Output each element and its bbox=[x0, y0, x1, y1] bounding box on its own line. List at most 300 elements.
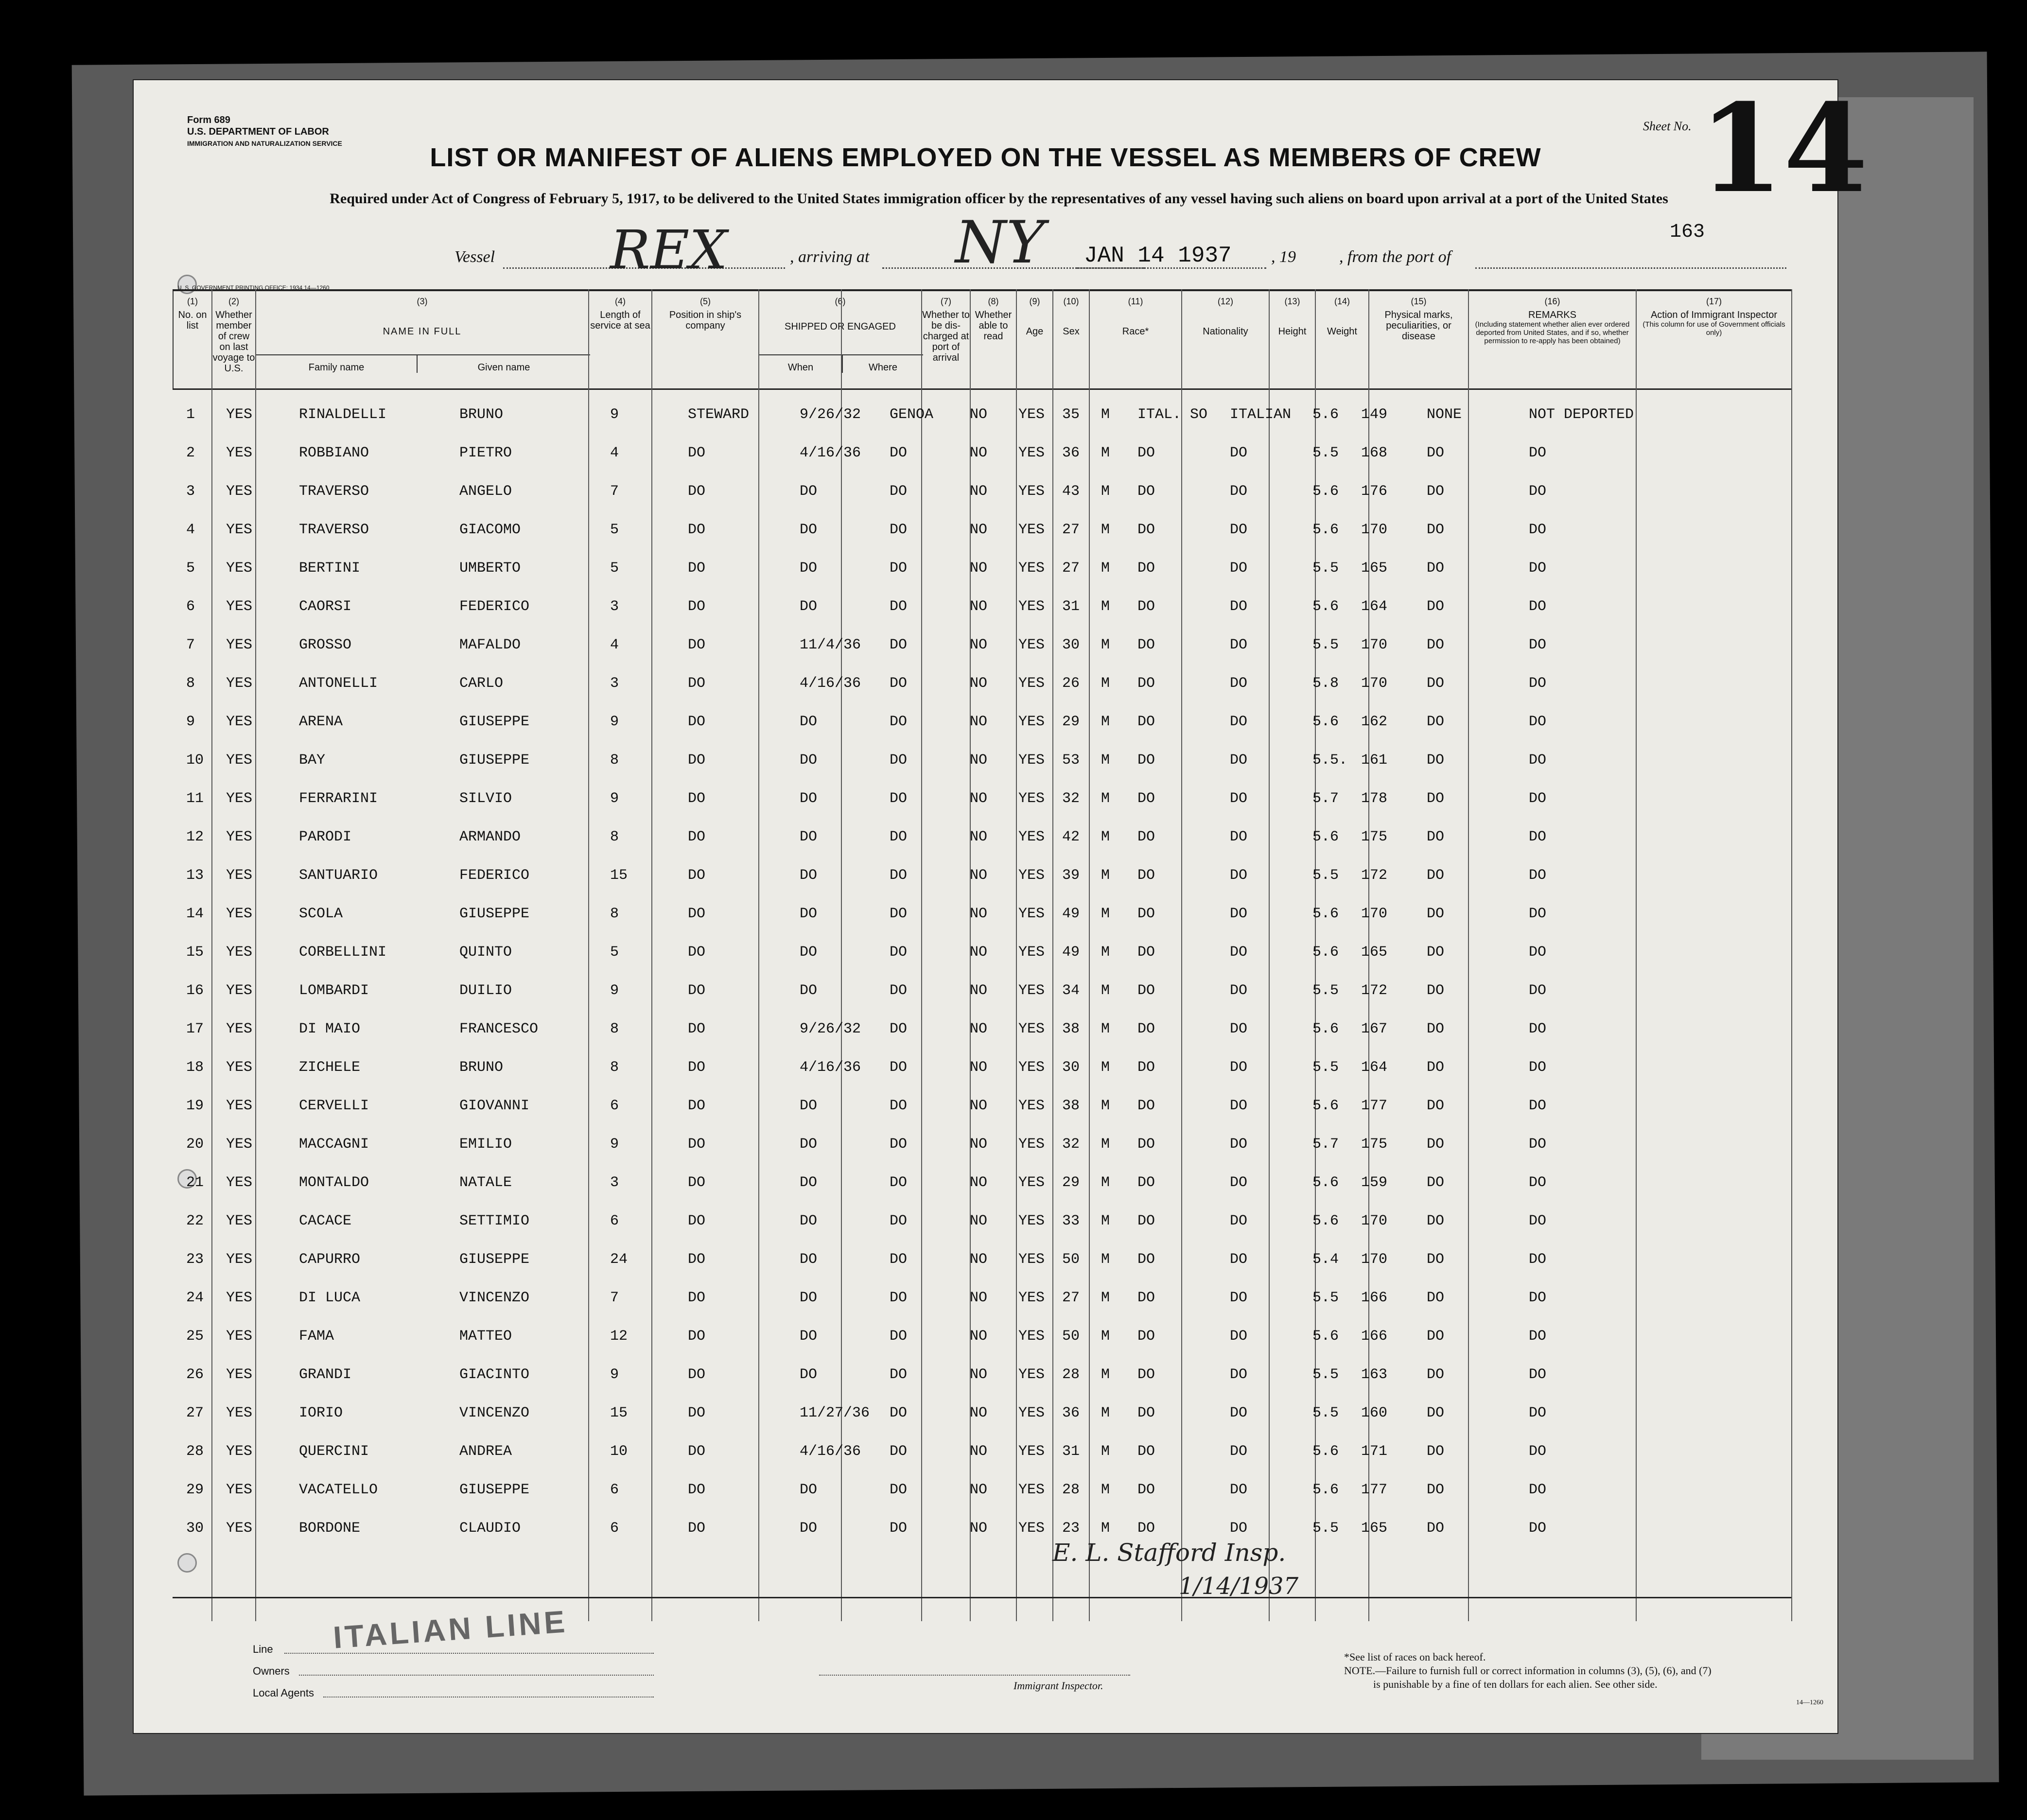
cell-given-name: MATTEO bbox=[459, 1328, 512, 1345]
cell-nationality: DO bbox=[1230, 1136, 1248, 1153]
cell-shipped-where: DO bbox=[890, 637, 908, 653]
cell-race: DO bbox=[1137, 445, 1155, 461]
cell-sex: M bbox=[1101, 1098, 1110, 1114]
cell-discharge: NO bbox=[970, 1213, 988, 1229]
cell-race: DO bbox=[1137, 1366, 1155, 1383]
cell-position: DO bbox=[688, 1021, 706, 1037]
cell-service-length: 9 bbox=[610, 1366, 619, 1383]
cell-age: 31 bbox=[1062, 598, 1080, 615]
cell-race: DO bbox=[1137, 483, 1155, 500]
cell-given-name: UMBERTO bbox=[459, 560, 521, 577]
cell-able-to-read: YES bbox=[1018, 1174, 1045, 1191]
cell-given-name: SILVIO bbox=[459, 790, 512, 807]
table-row bbox=[173, 970, 1791, 1008]
cell-age: 23 bbox=[1062, 1520, 1080, 1537]
cell-position: DO bbox=[688, 1213, 706, 1229]
cell-height: 5.5 bbox=[1312, 1405, 1339, 1421]
cell-row-number: 11 bbox=[186, 790, 204, 807]
cell-nationality: DO bbox=[1230, 483, 1248, 500]
cell-family-name: SCOLA bbox=[299, 906, 343, 922]
cell-age: 26 bbox=[1062, 675, 1080, 692]
cell-service-length: 4 bbox=[610, 445, 619, 461]
table-row bbox=[173, 586, 1791, 624]
cell-discharge: NO bbox=[970, 560, 988, 577]
cell-physical-marks: DO bbox=[1427, 714, 1445, 730]
cell-row-number: 1 bbox=[186, 406, 195, 423]
cell-family-name: PARODI bbox=[299, 829, 352, 845]
cell-age: 32 bbox=[1062, 790, 1080, 807]
cell-age: 43 bbox=[1062, 483, 1080, 500]
cell-physical-marks: DO bbox=[1427, 560, 1445, 577]
cell-shipped-when: DO bbox=[800, 522, 818, 538]
table-row bbox=[173, 547, 1791, 585]
cell-nationality: DO bbox=[1230, 944, 1248, 961]
cell-physical-marks: DO bbox=[1427, 1520, 1445, 1537]
col-header-race: (11) Race* bbox=[1089, 291, 1181, 388]
cell-shipped-when: DO bbox=[800, 982, 818, 999]
cell-remarks: DO bbox=[1529, 1328, 1547, 1345]
cell-shipped-when: DO bbox=[800, 1251, 818, 1268]
table-row bbox=[173, 1123, 1791, 1161]
cell-row-number: 29 bbox=[186, 1482, 204, 1498]
cell-weight: 176 bbox=[1361, 483, 1388, 500]
cell-height: 5.6 bbox=[1312, 1174, 1339, 1191]
cell-sex: M bbox=[1101, 1251, 1110, 1268]
cell-sex: M bbox=[1101, 944, 1110, 961]
cell-age: 42 bbox=[1062, 829, 1080, 845]
cell-given-name: GIUSEPPE bbox=[459, 1482, 530, 1498]
cell-shipped-when: 11/4/36 bbox=[800, 637, 861, 653]
cell-service-length: 15 bbox=[610, 867, 628, 884]
table-row bbox=[173, 1239, 1791, 1277]
cell-row-number: 18 bbox=[186, 1059, 204, 1076]
cell-given-name: MAFALDO bbox=[459, 637, 521, 653]
vessel-name: REX bbox=[610, 219, 728, 281]
cell-able-to-read: YES bbox=[1018, 906, 1045, 922]
cell-service-length: 7 bbox=[610, 483, 619, 500]
cell-service-length: 6 bbox=[610, 1520, 619, 1537]
cell-remarks: DO bbox=[1529, 1520, 1547, 1537]
cell-weight: 170 bbox=[1361, 675, 1388, 692]
cell-family-name: ZICHELE bbox=[299, 1059, 361, 1076]
cell-sex: M bbox=[1101, 1405, 1110, 1421]
cell-shipped-where: DO bbox=[890, 1290, 908, 1306]
cell-row-number: 10 bbox=[186, 752, 204, 769]
cell-able-to-read: YES bbox=[1018, 637, 1045, 653]
cell-nationality: DO bbox=[1230, 1405, 1248, 1421]
col-header-marks: (15) Physical marks, peculiarities, or disease bbox=[1368, 291, 1468, 388]
cell-shipped-where: DO bbox=[890, 714, 908, 730]
cell-shipped-when: 4/16/36 bbox=[800, 1059, 861, 1076]
cell-remarks: DO bbox=[1529, 714, 1547, 730]
cell-shipped-when: DO bbox=[800, 1482, 818, 1498]
cell-service-length: 12 bbox=[610, 1328, 628, 1345]
cell-shipped-where: DO bbox=[890, 560, 908, 577]
table-row bbox=[173, 893, 1791, 931]
cell-remarks: NOT DEPORTED bbox=[1529, 406, 1634, 423]
cell-shipped-where: DO bbox=[890, 522, 908, 538]
manifest-sheet bbox=[134, 77, 1868, 1733]
cell-discharge: NO bbox=[970, 522, 988, 538]
cell-nationality: DO bbox=[1230, 714, 1248, 730]
cell-height: 5.6 bbox=[1312, 1482, 1339, 1498]
cell-age: 39 bbox=[1062, 867, 1080, 884]
cell-sex: M bbox=[1101, 906, 1110, 922]
cell-nationality: DO bbox=[1230, 982, 1248, 999]
cell-race: DO bbox=[1137, 982, 1155, 999]
table-row bbox=[173, 1469, 1791, 1507]
cell-shipped-when: 4/16/36 bbox=[800, 445, 861, 461]
cell-last-voyage: YES bbox=[226, 598, 253, 615]
table-row bbox=[173, 471, 1791, 508]
cell-weight: 171 bbox=[1361, 1443, 1388, 1460]
cell-physical-marks: DO bbox=[1427, 752, 1445, 769]
cell-family-name: ARENA bbox=[299, 714, 343, 730]
line-stamp: ITALIAN LINE bbox=[332, 1604, 569, 1655]
cell-remarks: DO bbox=[1529, 1366, 1547, 1383]
cell-last-voyage: YES bbox=[226, 483, 253, 500]
cell-sex: M bbox=[1101, 829, 1110, 845]
cell-position: DO bbox=[688, 1443, 706, 1460]
cell-sex: M bbox=[1101, 752, 1110, 769]
table-row bbox=[173, 1277, 1791, 1315]
cell-position: DO bbox=[688, 1366, 706, 1383]
col-header-remarks: (16) REMARKS (Including statement whether alien ever ordered deported from United States, and if so, whether permission to re-apply has been obtained) bbox=[1468, 291, 1636, 388]
cell-race: DO bbox=[1137, 560, 1155, 577]
cell-shipped-when: DO bbox=[800, 1174, 818, 1191]
cell-row-number: 9 bbox=[186, 714, 195, 730]
cell-family-name: CORBELLINI bbox=[299, 944, 387, 961]
cell-weight: 162 bbox=[1361, 714, 1388, 730]
cell-nationality: DO bbox=[1230, 598, 1248, 615]
cell-weight: 175 bbox=[1361, 829, 1388, 845]
cell-given-name: CARLO bbox=[459, 675, 504, 692]
cell-remarks: DO bbox=[1529, 1251, 1547, 1268]
cell-position: DO bbox=[688, 829, 706, 845]
cell-nationality: DO bbox=[1230, 445, 1248, 461]
cell-discharge: NO bbox=[970, 752, 988, 769]
cell-shipped-where: DO bbox=[890, 982, 908, 999]
cell-shipped-where: DO bbox=[890, 829, 908, 845]
cell-last-voyage: YES bbox=[226, 1328, 253, 1345]
cell-service-length: 9 bbox=[610, 714, 619, 730]
cell-last-voyage: YES bbox=[226, 1482, 253, 1498]
cell-physical-marks: DO bbox=[1427, 1405, 1445, 1421]
cell-row-number: 16 bbox=[186, 982, 204, 999]
cell-remarks: DO bbox=[1529, 560, 1547, 577]
cell-sex: M bbox=[1101, 1520, 1110, 1537]
cell-service-length: 7 bbox=[610, 1290, 619, 1306]
cell-nationality: DO bbox=[1230, 829, 1248, 845]
cell-discharge: NO bbox=[970, 483, 988, 500]
cell-discharge: NO bbox=[970, 675, 988, 692]
cell-discharge: NO bbox=[970, 598, 988, 615]
cell-given-name: BRUNO bbox=[459, 1059, 504, 1076]
cell-position: DO bbox=[688, 752, 706, 769]
department: U.S. DEPARTMENT OF LABOR bbox=[187, 126, 329, 137]
cell-row-number: 5 bbox=[186, 560, 195, 577]
cell-service-length: 10 bbox=[610, 1443, 628, 1460]
vessel-label: Vessel bbox=[454, 248, 495, 266]
cell-sex: M bbox=[1101, 406, 1110, 423]
cell-position: DO bbox=[688, 1174, 706, 1191]
cell-row-number: 22 bbox=[186, 1213, 204, 1229]
cell-race: DO bbox=[1137, 1098, 1155, 1114]
cell-sex: M bbox=[1101, 445, 1110, 461]
table-row bbox=[173, 931, 1791, 969]
cell-family-name: SANTUARIO bbox=[299, 867, 378, 884]
cell-shipped-when: DO bbox=[800, 944, 818, 961]
cell-shipped-where: DO bbox=[890, 1136, 908, 1153]
cell-given-name: BRUNO bbox=[459, 406, 504, 423]
cell-discharge: NO bbox=[970, 944, 988, 961]
cell-weight: 163 bbox=[1361, 1366, 1388, 1383]
cell-family-name: CERVELLI bbox=[299, 1098, 369, 1114]
cell-shipped-where: DO bbox=[890, 445, 908, 461]
table-row bbox=[173, 432, 1791, 470]
col-header-shipped: (6) SHIPPED OR ENGAGED When Where bbox=[758, 291, 921, 388]
cell-physical-marks: DO bbox=[1427, 675, 1445, 692]
cell-position: DO bbox=[688, 560, 706, 577]
cell-weight: 167 bbox=[1361, 1021, 1388, 1037]
cell-family-name: CACACE bbox=[299, 1213, 352, 1229]
cell-position: DO bbox=[688, 1405, 706, 1421]
cell-last-voyage: YES bbox=[226, 944, 253, 961]
cell-height: 5.4 bbox=[1312, 1251, 1339, 1268]
table-row bbox=[173, 1047, 1791, 1085]
cell-discharge: NO bbox=[970, 1290, 988, 1306]
cell-height: 5.6 bbox=[1312, 1443, 1339, 1460]
cell-able-to-read: YES bbox=[1018, 1136, 1045, 1153]
cell-shipped-when: DO bbox=[800, 1290, 818, 1306]
cell-remarks: DO bbox=[1529, 790, 1547, 807]
cell-nationality: DO bbox=[1230, 1098, 1248, 1114]
cell-height: 5.6 bbox=[1312, 406, 1339, 423]
cell-given-name: GIUSEPPE bbox=[459, 1251, 530, 1268]
cell-position: DO bbox=[688, 982, 706, 999]
cell-nationality: DO bbox=[1230, 1213, 1248, 1229]
cell-weight: 172 bbox=[1361, 982, 1388, 999]
cell-shipped-when: DO bbox=[800, 1098, 818, 1114]
table-row bbox=[173, 624, 1791, 662]
cell-family-name: FAMA bbox=[299, 1328, 334, 1345]
cell-discharge: NO bbox=[970, 790, 988, 807]
cell-race: DO bbox=[1137, 1174, 1155, 1191]
cell-discharge: NO bbox=[970, 1021, 988, 1037]
cell-row-number: 6 bbox=[186, 598, 195, 615]
cell-service-length: 5 bbox=[610, 560, 619, 577]
cell-service-length: 9 bbox=[610, 790, 619, 807]
cell-shipped-where: DO bbox=[890, 752, 908, 769]
cell-discharge: NO bbox=[970, 1405, 988, 1421]
cell-service-length: 9 bbox=[610, 406, 619, 423]
cell-position: DO bbox=[688, 1520, 706, 1537]
cell-nationality: DO bbox=[1230, 1251, 1248, 1268]
cell-remarks: DO bbox=[1529, 1136, 1547, 1153]
cell-physical-marks: DO bbox=[1427, 1251, 1445, 1268]
cell-height: 5.5 bbox=[1312, 982, 1339, 999]
cell-weight: 165 bbox=[1361, 1520, 1388, 1537]
cell-remarks: DO bbox=[1529, 445, 1547, 461]
cell-family-name: MONTALDO bbox=[299, 1174, 369, 1191]
cell-discharge: NO bbox=[970, 714, 988, 730]
cell-age: 30 bbox=[1062, 1059, 1080, 1076]
cell-weight: 166 bbox=[1361, 1328, 1388, 1345]
cell-age: 49 bbox=[1062, 906, 1080, 922]
cell-age: 30 bbox=[1062, 637, 1080, 653]
cell-given-name: VINCENZO bbox=[459, 1290, 530, 1306]
cell-position: DO bbox=[688, 906, 706, 922]
cell-age: 34 bbox=[1062, 982, 1080, 999]
cell-service-length: 9 bbox=[610, 982, 619, 999]
cell-sex: M bbox=[1101, 598, 1110, 615]
table-row bbox=[173, 1162, 1791, 1200]
cell-given-name: GIUSEPPE bbox=[459, 714, 530, 730]
cell-remarks: DO bbox=[1529, 1174, 1547, 1191]
cell-age: 31 bbox=[1062, 1443, 1080, 1460]
cell-able-to-read: YES bbox=[1018, 1021, 1045, 1037]
cell-last-voyage: YES bbox=[226, 1290, 253, 1306]
col-header-name: (3) NAME IN FULL Family name Given name bbox=[255, 291, 588, 388]
cell-race: DO bbox=[1137, 1213, 1155, 1229]
cell-shipped-when: DO bbox=[800, 483, 818, 500]
cell-family-name: DI LUCA bbox=[299, 1290, 361, 1306]
table-row bbox=[173, 816, 1791, 854]
cell-service-length: 8 bbox=[610, 752, 619, 769]
cell-discharge: NO bbox=[970, 1520, 988, 1537]
cell-family-name: BORDONE bbox=[299, 1520, 361, 1537]
cell-shipped-when: 9/26/32 bbox=[800, 1021, 861, 1037]
cell-remarks: DO bbox=[1529, 867, 1547, 884]
cell-nationality: DO bbox=[1230, 560, 1248, 577]
cell-height: 5.5. bbox=[1312, 752, 1348, 769]
from-port-label: , from the port of bbox=[1339, 248, 1451, 266]
cell-remarks: DO bbox=[1529, 1405, 1547, 1421]
cell-remarks: DO bbox=[1529, 675, 1547, 692]
cell-last-voyage: YES bbox=[226, 1366, 253, 1383]
cell-race: DO bbox=[1137, 1443, 1155, 1460]
table-row bbox=[173, 394, 1791, 432]
cell-position: DO bbox=[688, 483, 706, 500]
cell-height: 5.8 bbox=[1312, 675, 1339, 692]
cell-remarks: DO bbox=[1529, 1290, 1547, 1306]
cell-service-length: 8 bbox=[610, 1059, 619, 1076]
cell-row-number: 30 bbox=[186, 1520, 204, 1537]
cell-family-name: IORIO bbox=[299, 1405, 343, 1421]
cell-last-voyage: YES bbox=[226, 1405, 253, 1421]
cell-race: DO bbox=[1137, 1482, 1155, 1498]
cell-last-voyage: YES bbox=[226, 406, 253, 423]
cell-family-name: FERRARINI bbox=[299, 790, 378, 807]
cell-able-to-read: YES bbox=[1018, 598, 1045, 615]
cell-shipped-when: DO bbox=[800, 1213, 818, 1229]
cell-given-name: FEDERICO bbox=[459, 867, 530, 884]
cell-weight: 178 bbox=[1361, 790, 1388, 807]
cell-age: 28 bbox=[1062, 1366, 1080, 1383]
cell-age: 50 bbox=[1062, 1328, 1080, 1345]
cell-service-length: 6 bbox=[610, 1098, 619, 1114]
col-header-no: (1) No. on list bbox=[173, 291, 211, 388]
cell-given-name: SETTIMIO bbox=[459, 1213, 530, 1229]
table-row bbox=[173, 1315, 1791, 1353]
cell-discharge: NO bbox=[970, 1059, 988, 1076]
cell-last-voyage: YES bbox=[226, 1098, 253, 1114]
stamp-number: 163 bbox=[1670, 221, 1705, 243]
cell-able-to-read: YES bbox=[1018, 1443, 1045, 1460]
cell-age: 53 bbox=[1062, 752, 1080, 769]
cell-given-name: EMILIO bbox=[459, 1136, 512, 1153]
cell-shipped-where: DO bbox=[890, 1059, 908, 1076]
cell-height: 5.5 bbox=[1312, 1366, 1339, 1383]
cell-row-number: 23 bbox=[186, 1251, 204, 1268]
cell-height: 5.5 bbox=[1312, 637, 1339, 653]
cell-physical-marks: DO bbox=[1427, 1174, 1445, 1191]
cell-remarks: DO bbox=[1529, 1443, 1547, 1460]
cell-height: 5.5 bbox=[1312, 1290, 1339, 1306]
inspector-label: Immigrant Inspector. bbox=[1014, 1680, 1103, 1692]
col-header-position: (5) Position in ship's company bbox=[651, 291, 758, 388]
cell-discharge: NO bbox=[970, 1443, 988, 1460]
cell-row-number: 14 bbox=[186, 906, 204, 922]
col-header-weight: (14) Weight bbox=[1315, 291, 1368, 388]
cell-shipped-where: DO bbox=[890, 598, 908, 615]
cell-weight: 177 bbox=[1361, 1482, 1388, 1498]
footer bbox=[173, 1597, 1791, 1598]
cell-shipped-where: DO bbox=[890, 906, 908, 922]
cell-race: ITAL. SO bbox=[1137, 406, 1208, 423]
cell-last-voyage: YES bbox=[226, 752, 253, 769]
cell-height: 5.6 bbox=[1312, 944, 1339, 961]
cell-weight: 161 bbox=[1361, 752, 1388, 769]
cell-given-name: ARMANDO bbox=[459, 829, 521, 845]
cell-given-name: GIUSEPPE bbox=[459, 906, 530, 922]
cell-shipped-when: DO bbox=[800, 752, 818, 769]
cell-given-name: QUINTO bbox=[459, 944, 512, 961]
cell-shipped-when: DO bbox=[800, 829, 818, 845]
cell-family-name: ROBBIANO bbox=[299, 445, 369, 461]
table-header bbox=[173, 289, 1791, 390]
cell-weight: 170 bbox=[1361, 637, 1388, 653]
cell-service-length: 15 bbox=[610, 1405, 628, 1421]
cell-weight: 165 bbox=[1361, 560, 1388, 577]
cell-given-name: VINCENZO bbox=[459, 1405, 530, 1421]
cell-shipped-when: DO bbox=[800, 790, 818, 807]
cell-weight: 165 bbox=[1361, 944, 1388, 961]
cell-height: 5.6 bbox=[1312, 1021, 1339, 1037]
cell-weight: 164 bbox=[1361, 598, 1388, 615]
cell-age: 29 bbox=[1062, 1174, 1080, 1191]
cell-last-voyage: YES bbox=[226, 1520, 253, 1537]
cell-shipped-when: DO bbox=[800, 867, 818, 884]
cell-shipped-where: DO bbox=[890, 1520, 908, 1537]
cell-physical-marks: DO bbox=[1427, 790, 1445, 807]
cell-height: 5.5 bbox=[1312, 1059, 1339, 1076]
cell-remarks: DO bbox=[1529, 1482, 1547, 1498]
cell-last-voyage: YES bbox=[226, 1059, 253, 1076]
cell-row-number: 17 bbox=[186, 1021, 204, 1037]
cell-weight: 164 bbox=[1361, 1059, 1388, 1076]
cell-last-voyage: YES bbox=[226, 1174, 253, 1191]
table-row bbox=[173, 1507, 1791, 1545]
cell-family-name: BAY bbox=[299, 752, 326, 769]
cell-position: DO bbox=[688, 445, 706, 461]
cell-remarks: DO bbox=[1529, 522, 1547, 538]
table-row bbox=[173, 663, 1791, 700]
cell-shipped-where: DO bbox=[890, 790, 908, 807]
cell-discharge: NO bbox=[970, 1136, 988, 1153]
cell-able-to-read: YES bbox=[1018, 406, 1045, 423]
cell-able-to-read: YES bbox=[1018, 1328, 1045, 1345]
